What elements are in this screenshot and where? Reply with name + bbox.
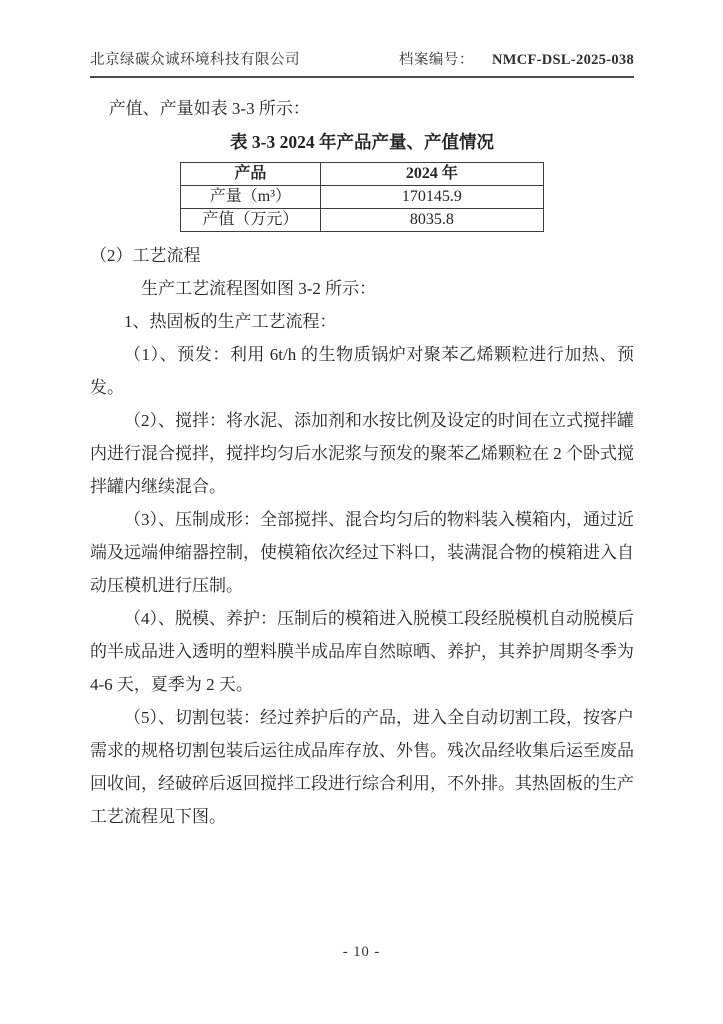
- table-cell-value-value: 8035.8: [320, 209, 543, 232]
- table-cell-output-value: 170145.9: [320, 186, 543, 209]
- intro-sentence: 产值、产量如表 3-3 所示：: [108, 99, 310, 118]
- page-footer: [0, 941, 723, 963]
- process-description: [90, 239, 634, 833]
- section-heading-process-flow: （2）工艺流程: [90, 246, 201, 265]
- paragraph-flow-figure-ref: 生产工艺流程图如图 3-2 所示：: [141, 279, 377, 298]
- archive-number-group: [399, 48, 634, 69]
- table-title: 表 3-3 2024 年产品产量、产值情况: [230, 132, 494, 152]
- paragraph-step-4-demolding-curing: （4）、脱模、养护：压制后的模箱进入脱模工段经脱模机自动脱模后的半成品进入透明的塑料膜半成品库自然晾晒、养护，其养护周期冬季为 4-6 天，夏季为 2 天。: [90, 609, 634, 694]
- archive-number-value: NMCF-DSL-2025-038: [491, 52, 634, 68]
- archive-number-label: 档案编号：: [398, 52, 474, 68]
- table-row: [181, 186, 544, 209]
- paragraph-step-2-mixing: （2）、搅拌：将水泥、添加剂和水按比例及设定的时间在立式搅拌罐内进行混合搅拌，搅拌均匀后水泥浆与预发的聚苯乙烯颗粒在 2 个卧式搅拌罐内继续混合。: [90, 411, 634, 496]
- table-cell-output-label: 产量（m³）: [181, 186, 321, 209]
- table-header-year: 2024 年: [320, 163, 543, 186]
- table-row: [181, 209, 544, 232]
- document-body: [90, 92, 634, 833]
- table-header-row: [181, 163, 544, 186]
- company-name: 北京绿碳众诚环境科技有限公司: [90, 52, 300, 68]
- paragraph-step-5-cutting-packing: （5）、切割包装：经过养护后的产品，进入全自动切割工段，按客户需求的规格切割包装后运往成品库存放、外售。残次品经收集后运至废品回收间，经破碎后返回搅拌工段进行综合利用，不外排。其热固板的生产工艺流程见下图。: [90, 708, 634, 826]
- product-output-table: [180, 162, 544, 232]
- paragraph-step-1-pre-expansion: （1）、预发：利用 6t/h 的生物质锅炉对聚苯乙烯颗粒进行加热、预发。: [90, 345, 634, 397]
- page-number: - 10 -: [342, 944, 381, 960]
- table-header-product: 产品: [181, 163, 321, 186]
- paragraph-step-3-press-forming: （3）、压制成形：全部搅拌、混合均匀后的物料装入模箱内，通过近端及远端伸缩器控制，使模箱依次经过下料口，装满混合物的模箱进入自动压模机进行压制。: [90, 510, 634, 595]
- paragraph-board-process-heading: 1、热固板的生产工艺流程：: [124, 312, 337, 331]
- page-header: [90, 48, 634, 78]
- table-cell-value-label: 产值（万元）: [181, 209, 321, 232]
